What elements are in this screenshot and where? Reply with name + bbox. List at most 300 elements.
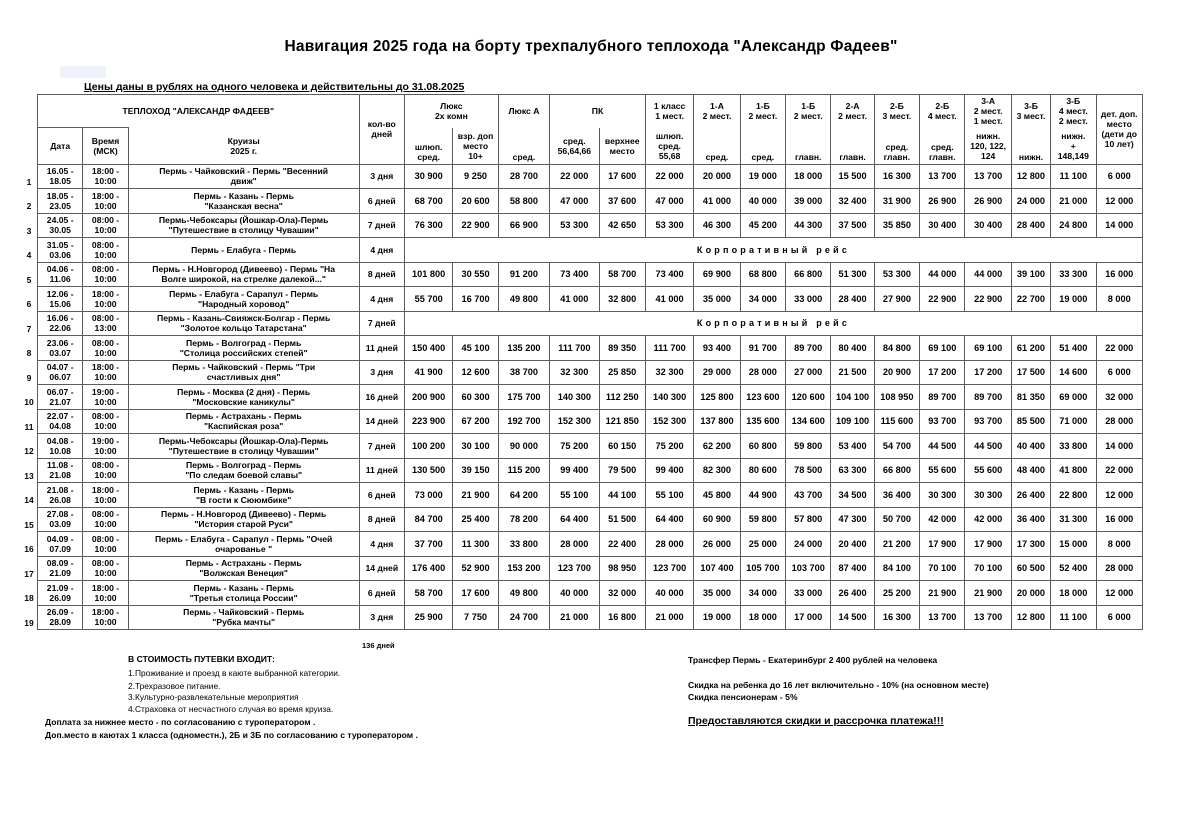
price-cell: 75 200: [645, 434, 693, 459]
price-cell: 21 500: [831, 360, 874, 385]
price-cell: 104 100: [831, 385, 874, 410]
price-cell: 17 000: [786, 605, 831, 630]
price-cell: 26 400: [1011, 483, 1050, 508]
price-cell: 22 000: [645, 164, 693, 189]
price-cell: 15 500: [831, 164, 874, 189]
date-cell: 04.08 - 10.08: [38, 434, 83, 459]
price-cell: 134 600: [786, 409, 831, 434]
days-cell: 11 дней: [359, 336, 404, 361]
price-cell: 16 000: [1096, 507, 1143, 532]
price-cell: 53 300: [645, 213, 693, 238]
price-cell: 101 800: [404, 262, 452, 287]
price-cell: 26 900: [965, 189, 1011, 214]
price-cell: 28 400: [1011, 213, 1050, 238]
table-row: [38, 556, 1143, 581]
price-cell: 73 400: [645, 262, 693, 287]
price-cell: 33 800: [1051, 434, 1096, 459]
price-cell: 25 400: [453, 507, 498, 532]
table-row: [38, 532, 1143, 557]
extra-note-lower-berth: Доплата за нижнее место - по согласованию с туроператором .: [45, 717, 316, 727]
price-cell: 17 600: [599, 164, 645, 189]
days-cell: 4 дня: [359, 238, 404, 263]
price-cell: 81 350: [1011, 385, 1050, 410]
price-cell: 79 500: [599, 458, 645, 483]
price-cell: 15 000: [1051, 532, 1096, 557]
price-cell: 40 000: [645, 581, 693, 606]
price-cell: 16 300: [874, 164, 919, 189]
price-cell: 33 000: [786, 581, 831, 606]
price-cell: 22 900: [920, 287, 965, 312]
sub-header-10: главн.: [831, 128, 874, 165]
price-cell: 17 900: [965, 532, 1011, 557]
price-cell: 76 300: [404, 213, 452, 238]
time-cell: 08:00 - 10:00: [83, 238, 128, 263]
cruise-cell: Пермь-Чебоксары (Йошкар-Ола)-Пермь "Путешествие в столицу Чувашии": [128, 213, 359, 238]
price-cell: 20 000: [1011, 581, 1050, 606]
class-header-3b-3: 3-Б 3 мест.: [1011, 95, 1050, 128]
sub-header-9: главн.: [786, 128, 831, 165]
ship-header: ТЕПЛОХОД "АЛЕКСАНДР ФАДЕЕВ": [38, 95, 360, 128]
price-cell: 36 400: [1011, 507, 1050, 532]
price-cell: 64 400: [550, 507, 599, 532]
price-cell: 30 550: [453, 262, 498, 287]
table-row: [38, 581, 1143, 606]
cruise-cell: Пермь - Волгоград - Пермь "Столица российских степей": [128, 336, 359, 361]
price-cell: 16 000: [1096, 262, 1143, 287]
price-cell: 51 300: [831, 262, 874, 287]
price-cell: 16 800: [599, 605, 645, 630]
price-cell: 55 100: [550, 483, 599, 508]
price-cell: 32 300: [645, 360, 693, 385]
sub-header-14: нижн.: [1011, 128, 1050, 165]
date-cell: 11.08 - 21.08: [38, 458, 83, 483]
price-cell: 24 000: [786, 532, 831, 557]
price-cell: 55 600: [920, 458, 965, 483]
price-cell: 25 850: [599, 360, 645, 385]
sub-header-13: нижн. 120, 122, 124: [965, 128, 1011, 165]
includes-item: 2.Трехразовое питание.: [128, 681, 221, 691]
days-header: кол-во дней: [359, 95, 404, 165]
price-cell: 19 000: [1051, 287, 1096, 312]
class-header-2b-3: 2-Б 3 мест.: [874, 95, 919, 128]
price-cell: 73 000: [404, 483, 452, 508]
cruise-cell: Пермь - Елабуга - Сарапул - Пермь "Очей очарованье ": [128, 532, 359, 557]
price-cell: 93 700: [920, 409, 965, 434]
sub-header-1: шлюп. сред.: [404, 128, 452, 165]
price-cell: 63 300: [831, 458, 874, 483]
days-cell: 3 дня: [359, 605, 404, 630]
class-header-lux-a: Люкс А: [498, 95, 549, 128]
price-cell: 89 700: [786, 336, 831, 361]
row-number: 8: [26, 348, 32, 358]
days-cell: 14 дней: [359, 409, 404, 434]
table-row: [38, 238, 1143, 263]
price-cell: 84 700: [404, 507, 452, 532]
price-cell: 26 900: [920, 189, 965, 214]
price-cell: 8 000: [1096, 532, 1143, 557]
price-cell: 47 300: [831, 507, 874, 532]
price-cell: 7 750: [453, 605, 498, 630]
days-cell: 14 дней: [359, 556, 404, 581]
days-cell: 8 дней: [359, 262, 404, 287]
price-cell: 18 000: [740, 605, 785, 630]
price-cell: 40 000: [550, 581, 599, 606]
price-cell: 38 700: [498, 360, 549, 385]
price-cell: 137 800: [694, 409, 740, 434]
cruise-cell: Пермь - Казань - Пермь "Третья столица России": [128, 581, 359, 606]
price-cell: 21 200: [874, 532, 919, 557]
price-cell: 89 700: [920, 385, 965, 410]
price-cell: 55 600: [965, 458, 1011, 483]
price-cell: 99 400: [550, 458, 599, 483]
price-cell: 28 000: [1096, 409, 1143, 434]
price-cell: 99 400: [645, 458, 693, 483]
table-row: [38, 213, 1143, 238]
days-cell: 7 дней: [359, 434, 404, 459]
time-cell: 19:00 - 10:00: [83, 434, 128, 459]
time-cell: 18:00 - 10:00: [83, 605, 128, 630]
price-cell: 18 000: [786, 164, 831, 189]
price-cell: 68 800: [740, 262, 785, 287]
price-cell: 44 900: [740, 483, 785, 508]
row-number: 3: [26, 225, 32, 236]
row-number: 17: [24, 568, 34, 579]
time-cell: 18:00 - 10:00: [83, 164, 128, 189]
price-cell: 45 200: [740, 213, 785, 238]
price-cell: 80 400: [831, 336, 874, 361]
price-cell: 80 600: [740, 458, 785, 483]
date-cell: 31.05 - 03.06: [38, 238, 83, 263]
date-cell: 21.08 - 26.08: [38, 483, 83, 508]
price-cell: 60 900: [694, 507, 740, 532]
price-cell: 108 950: [874, 385, 919, 410]
sub-header-6: шлюп. сред. 55,68: [645, 128, 693, 165]
row-number: 13: [24, 470, 34, 481]
price-cell: 13 700: [920, 164, 965, 189]
class-header-1a: 1-А 2 мест.: [694, 95, 740, 128]
price-cell: 44 500: [965, 434, 1011, 459]
table-row: [38, 409, 1143, 434]
price-cell: 69 900: [694, 262, 740, 287]
price-cell: 70 100: [965, 556, 1011, 581]
price-cell: 34 000: [740, 581, 785, 606]
price-cell: 12 000: [1096, 483, 1143, 508]
cruise-cell: Пермь - Волгоград - Пермь "По следам боевой славы": [128, 458, 359, 483]
price-cell: 20 000: [694, 164, 740, 189]
date-cell: 04.06 - 11.06: [38, 262, 83, 287]
price-cell: 152 300: [645, 409, 693, 434]
cruise-cell: Пермь - Астрахань - Пермь "Волжская Венеция": [128, 556, 359, 581]
price-cell: 115 600: [874, 409, 919, 434]
price-cell: 22 000: [1096, 458, 1143, 483]
price-cell: 12 000: [1096, 189, 1143, 214]
class-header-3a: 3-А 2 мест. 1 мест.: [965, 95, 1011, 128]
sub-header-8: сред.: [740, 128, 785, 165]
row-number: 12: [24, 446, 34, 456]
corporate-trip-cell: Корпоративный рейс: [404, 238, 1142, 263]
time-cell: 08:00 - 13:00: [83, 311, 128, 336]
price-cell: 135 600: [740, 409, 785, 434]
price-cell: 69 100: [965, 336, 1011, 361]
price-cell: 71 000: [1051, 409, 1096, 434]
price-cell: 41 900: [404, 360, 452, 385]
cruise-cell: Пермь - Елабуга - Сарапул - Пермь "Народный хоровод": [128, 287, 359, 312]
price-cell: 21 900: [920, 581, 965, 606]
price-cell: 13 700: [920, 605, 965, 630]
price-cell: 60 150: [599, 434, 645, 459]
price-cell: 175 700: [498, 385, 549, 410]
days-cell: 6 дней: [359, 483, 404, 508]
price-cell: 60 500: [1011, 556, 1050, 581]
sub-header-4: сред. 56,64,66: [550, 128, 599, 165]
price-cell: 32 300: [550, 360, 599, 385]
date-header: Дата: [38, 128, 83, 165]
price-cell: 11 300: [453, 532, 498, 557]
price-cell: 192 700: [498, 409, 549, 434]
days-cell: 4 дня: [359, 287, 404, 312]
price-cell: 44 300: [786, 213, 831, 238]
price-cell: 22 000: [1096, 336, 1143, 361]
price-cell: 22 400: [599, 532, 645, 557]
price-cell: 73 400: [550, 262, 599, 287]
table-row: [38, 262, 1143, 287]
price-cell: 17 300: [1011, 532, 1050, 557]
price-cell: 37 500: [831, 213, 874, 238]
sub-header-2: взр. доп место 10+: [453, 128, 498, 165]
cruise-cell: Пермь - Н.Новгород (Дивеево) - Пермь "На Волге широкой, на стрелке далекой...": [128, 262, 359, 287]
price-cell: 21 000: [1051, 189, 1096, 214]
time-cell: 08:00 - 10:00: [83, 458, 128, 483]
class-header-lux: Люкс 2х комн: [404, 95, 498, 128]
date-cell: 16.06 - 22.06: [38, 311, 83, 336]
price-cell: 82 300: [694, 458, 740, 483]
price-cell: 55 100: [645, 483, 693, 508]
price-cell: 28 000: [1096, 556, 1143, 581]
table-row: [38, 189, 1143, 214]
price-cell: 123 700: [550, 556, 599, 581]
time-cell: 18:00 - 10:00: [83, 360, 128, 385]
price-cell: 6 000: [1096, 605, 1143, 630]
price-cell: 17 200: [920, 360, 965, 385]
pensioner-discount-note: Скидка пенсионерам - 5%: [688, 692, 798, 702]
class-header-2a: 2-А 2 мест.: [831, 95, 874, 128]
table-row: [38, 458, 1143, 483]
table-row: [38, 483, 1143, 508]
price-cell: 14 600: [1051, 360, 1096, 385]
price-cell: 112 250: [599, 385, 645, 410]
price-cell: 58 800: [498, 189, 549, 214]
price-cell: 78 500: [786, 458, 831, 483]
price-cell: 18 000: [1051, 581, 1096, 606]
price-cell: 51 400: [1051, 336, 1096, 361]
includes-item: 4.Страховка от несчастного случая во время круиза.: [128, 704, 334, 714]
price-cell: 30 900: [404, 164, 452, 189]
class-header-1b-main: 1-Б 2 мест.: [786, 95, 831, 128]
price-cell: 27 900: [874, 287, 919, 312]
price-cell: 135 200: [498, 336, 549, 361]
table-row: [38, 507, 1143, 532]
row-number: 2: [26, 201, 32, 211]
price-cell: 125 800: [694, 385, 740, 410]
price-cell: 17 500: [1011, 360, 1050, 385]
price-cell: 33 300: [1051, 262, 1096, 287]
price-cell: 140 300: [645, 385, 693, 410]
class-header-3b-4: 3-Б 4 мест. 2 мест.: [1051, 95, 1096, 128]
price-cell: 22 900: [453, 213, 498, 238]
price-cell: 103 700: [786, 556, 831, 581]
table-row: [38, 434, 1143, 459]
price-cell: 87 400: [831, 556, 874, 581]
price-cell: 53 400: [831, 434, 874, 459]
price-cell: 33 800: [498, 532, 549, 557]
price-cell: 121 850: [599, 409, 645, 434]
price-cell: 53 300: [550, 213, 599, 238]
corporate-trip-cell: Корпоративный рейс: [404, 311, 1142, 336]
price-cell: 58 700: [599, 262, 645, 287]
price-cell: 31 900: [874, 189, 919, 214]
price-cell: 22 900: [965, 287, 1011, 312]
price-cell: 50 700: [874, 507, 919, 532]
price-cell: 105 700: [740, 556, 785, 581]
price-cell: 11 100: [1051, 605, 1096, 630]
price-cell: 69 100: [920, 336, 965, 361]
price-cell: 176 400: [404, 556, 452, 581]
price-cell: 91 700: [740, 336, 785, 361]
price-cell: 70 100: [920, 556, 965, 581]
price-cell: 64 400: [645, 507, 693, 532]
price-cell: 22 700: [1011, 287, 1050, 312]
price-cell: 28 000: [645, 532, 693, 557]
price-cell: 89 700: [965, 385, 1011, 410]
price-cell: 32 400: [831, 189, 874, 214]
time-cell: 08:00 - 10:00: [83, 556, 128, 581]
price-cell: 42 650: [599, 213, 645, 238]
price-cell: 123 600: [740, 385, 785, 410]
cruise-cell: Пермь - Москва (2 дня) - Пермь "Московские каникулы": [128, 385, 359, 410]
price-cell: 66 900: [498, 213, 549, 238]
row-number: 5: [26, 274, 32, 285]
table-row: [38, 311, 1143, 336]
price-cell: 68 700: [404, 189, 452, 214]
price-cell: 32 800: [599, 287, 645, 312]
price-cell: 84 800: [874, 336, 919, 361]
price-cell: 11 100: [1051, 164, 1096, 189]
sub-header-3: сред.: [498, 128, 549, 165]
child-discount-note: Скидка на ребенка до 16 лет включительно - 10% (на основном месте): [688, 680, 989, 690]
days-cell: 6 дней: [359, 189, 404, 214]
date-cell: 22.07 - 04.08: [38, 409, 83, 434]
time-cell: 18:00 - 10:00: [83, 581, 128, 606]
price-cell: 24 000: [1011, 189, 1050, 214]
price-cell: 25 900: [404, 605, 452, 630]
price-cell: 39 100: [1011, 262, 1050, 287]
price-cell: 30 400: [920, 213, 965, 238]
price-cell: 48 400: [1011, 458, 1050, 483]
price-cell: 223 900: [404, 409, 452, 434]
price-cell: 13 700: [965, 605, 1011, 630]
price-cell: 107 400: [694, 556, 740, 581]
price-cell: 21 900: [453, 483, 498, 508]
price-cell: 21 000: [645, 605, 693, 630]
price-cell: 47 000: [645, 189, 693, 214]
cruise-cell: Пермь - Елабуга - Пермь: [128, 238, 359, 263]
price-cell: 45 100: [453, 336, 498, 361]
date-cell: 18.05 - 23.05: [38, 189, 83, 214]
time-cell: 08:00 - 10:00: [83, 507, 128, 532]
date-cell: 04.07 - 06.07: [38, 360, 83, 385]
days-cell: 7 дней: [359, 311, 404, 336]
price-cell: 100 200: [404, 434, 452, 459]
price-cell: 14 000: [1096, 213, 1143, 238]
price-cell: 61 200: [1011, 336, 1050, 361]
price-cell: 9 250: [453, 164, 498, 189]
price-cell: 69 000: [1051, 385, 1096, 410]
price-cell: 17 600: [453, 581, 498, 606]
sub-header-15: нижн. + 148,149: [1051, 128, 1096, 165]
price-cell: 44 000: [965, 262, 1011, 287]
price-cell: 84 100: [874, 556, 919, 581]
price-cell: 37 600: [599, 189, 645, 214]
price-cell: 47 000: [550, 189, 599, 214]
price-cell: 49 800: [498, 581, 549, 606]
row-number: 15: [24, 519, 34, 530]
price-cell: 14 500: [831, 605, 874, 630]
price-cell: 34 000: [740, 287, 785, 312]
price-cell: 32 000: [1096, 385, 1143, 410]
table-row: [38, 336, 1143, 361]
price-cell: 109 100: [831, 409, 874, 434]
price-cell: 33 000: [786, 287, 831, 312]
price-cell: 123 700: [645, 556, 693, 581]
cruise-cell: Пермь - Чайковский - Пермь "Рубка мачты": [128, 605, 359, 630]
table-row: [38, 164, 1143, 189]
price-cell: 153 200: [498, 556, 549, 581]
price-cell: 75 200: [550, 434, 599, 459]
price-cell: 34 500: [831, 483, 874, 508]
time-cell: 08:00 - 10:00: [83, 262, 128, 287]
price-cell: 8 000: [1096, 287, 1143, 312]
days-cell: 11 дней: [359, 458, 404, 483]
table-row: [38, 385, 1143, 410]
price-cell: 59 800: [786, 434, 831, 459]
price-cell: 17 900: [920, 532, 965, 557]
cruise-cell: Пермь - Казань-Свияжск-Болгар - Пермь "Золотое кольцо Татарстана": [128, 311, 359, 336]
price-cell: 19 000: [740, 164, 785, 189]
price-cell: 20 600: [453, 189, 498, 214]
table-row: [38, 360, 1143, 385]
price-cell: 12 000: [1096, 581, 1143, 606]
price-cell: 13 700: [965, 164, 1011, 189]
row-number: 7: [26, 323, 32, 334]
date-cell: 16.05 - 18.05: [38, 164, 83, 189]
price-cell: 30 100: [453, 434, 498, 459]
time-cell: 08:00 - 10:00: [83, 409, 128, 434]
page-title: Навигация 2025 года на борту трехпалубного теплохода "Александр Фадеев": [284, 38, 898, 55]
price-cell: 90 000: [498, 434, 549, 459]
price-cell: 26 000: [694, 532, 740, 557]
price-cell: 43 700: [786, 483, 831, 508]
row-number: 19: [24, 617, 34, 628]
price-cell: 25 200: [874, 581, 919, 606]
row-number: 1: [26, 176, 32, 187]
price-cell: 12 800: [1011, 164, 1050, 189]
price-cell: 35 000: [694, 581, 740, 606]
price-cell: 24 700: [498, 605, 549, 630]
price-cell: 57 800: [786, 507, 831, 532]
row-number: 6: [26, 299, 32, 309]
price-cell: 200 900: [404, 385, 452, 410]
price-cell: 20 900: [874, 360, 919, 385]
